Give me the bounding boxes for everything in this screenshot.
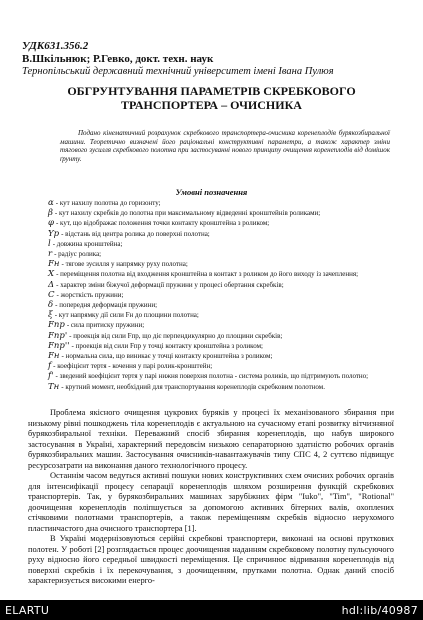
notation-description: - проекція від сили Fпр у точці контакту кронштейна з роликом; [71, 341, 263, 350]
notation-item [48, 361, 390, 371]
notation-description: - жорсткість пружини; [56, 290, 124, 299]
notation-description: - кут напрямку дії сили Fн до площини полотна; [54, 311, 199, 320]
notation-symbol: Fпр'' [48, 340, 70, 351]
notation-item [48, 259, 390, 269]
notation-item [48, 239, 390, 249]
notation-symbol: φ [48, 218, 54, 229]
notation-item [48, 208, 390, 218]
notation-symbol: α [48, 198, 54, 208]
notation-item [48, 341, 390, 351]
notation-symbol: β [48, 208, 53, 219]
notation-item [48, 310, 390, 320]
notation-symbol: r [48, 249, 53, 260]
abstract: Подано кінематичний розрахунок скребкового транспортера-очисника коренеплодів бурякозбиральної машини. Теоретично визначені його раціональні конструктивні параметри, а також характер зміни тягового зусилля скребкового полотна при застосуванні нового принципу очищення коренеплодів від домішок ґрунту. [60, 129, 390, 163]
notation-symbol: Fн [48, 259, 60, 270]
notation-description: - зведений коефіцієнт тертя у парі нижня поверхня полотна - система роликів, що підтримують полотно; [55, 372, 369, 381]
title-line-1: ОБГРУНТУВАННЯ ПАРАМЕТРІВ СКРЕБКОВОГО [67, 84, 356, 98]
notation-description: - попередня деформація пружини; [55, 301, 158, 310]
notation-symbol: Yp [48, 228, 60, 239]
notation-item [48, 351, 390, 361]
notation-description: - відстань від центра ролика до поверхні полотна; [61, 229, 210, 238]
notation-symbol: Fпр' [48, 330, 68, 341]
notation-item [48, 320, 390, 330]
notation-symbol: Tн [48, 381, 60, 392]
notation-symbol: ξ [48, 310, 53, 321]
notation-item [48, 300, 390, 310]
notation-symbol: Fн [48, 351, 60, 362]
notation-description: - крутний момент, необхідний для транспортування коренеплодів скребковим полотном. [61, 382, 325, 391]
notation-item [48, 280, 390, 290]
title-line-2: ТРАНСПОРТЕРА – ОЧИСНИКА [121, 98, 302, 112]
notation-description: - нормальна сила, що виникає у точці контакту кронштейна з роликом; [61, 352, 273, 361]
notation-item [48, 198, 390, 208]
notation-heading: Умовні позначення [175, 187, 248, 197]
body-paragraph-3: В Україні модернізовуються серійні скребкові транспортери, виконані на основі пруткових полотен. У роботі [2] розглядається процес доочищення наданням скребковому полотну пульсуючого руху відносно його середньої швидкості переміщення. Це спричинює відривання коренеплодів від поверхні скребків і їх перекочування, з доочищенням, прутками полотна. Однак даний спосіб характеризується високими енерго- [28, 534, 394, 585]
notation-description: - кут, що відображає положення точки контакту кронштейна з роликом; [55, 219, 270, 228]
notation-description: - сила притиску пружини; [66, 321, 145, 330]
handle-id: hdl:lib/40987 [341, 604, 418, 617]
notation-item [48, 229, 390, 239]
body-paragraph-1: Проблема якісного очищення цукрових буряків у процесі їх механізованого збирання при низькому рівні пошкоджень тіла коренеплодів є актуальною на сучасному етапі розвитку вітчизняної бурякозбиральної техніки. Переважний спосіб збирання коренеплодів, що набув широкого застосування в Україні, характерний передовсім низькою сепараторною здатністю робочих органів бурякозбиральних машин. Застосування очисників-навантажувачів типу СПС 4, 2 суттєво підвищує ресурсозатрати на виконання даного технологічного процесу. [28, 408, 394, 470]
notation-description: - характер зміни біжучої деформації пружини у процесі обертання скребків; [56, 280, 284, 289]
notation-item [48, 249, 390, 259]
notation-description: - переміщення полотна від входження кронштейна в контакт з роликом до його виходу із зачеплення; [56, 270, 359, 279]
notation-symbol: f [48, 361, 52, 372]
notation-symbol: Fпр [48, 320, 65, 331]
repository-name: ELARTU [5, 604, 50, 617]
notation-symbol: X [48, 269, 55, 280]
notation-item [48, 218, 390, 228]
notation-list [48, 198, 390, 392]
notation-symbol: l [48, 238, 51, 249]
notation-description: - радіус ролика; [54, 250, 102, 259]
notation-symbol: Δ [48, 279, 55, 290]
body-text [28, 408, 394, 587]
notation-item [48, 331, 390, 341]
notation-symbol: C [48, 289, 55, 300]
notation-item [48, 382, 390, 392]
body-paragraph-2: Останнім часом ведуться активні пошуки нових конструктивних схем очисних робочих органів для інтенсифікації процесу сепарації коренеплодів шляхом розширення функцій скребкових транспортерів. Так, у бурякозбиральних машинах зарубіжних фірм "Iuko", "Tim", "Rotional" доочищення коренеплодів поліпшується за допомогою активних бітерних валів, охоплених стічковими полотнами транспортерів, а також переміщенням скребків відносно нерухомого пластинчастого дна очисного транспортера [1]. [28, 471, 394, 533]
notation-symbol: f' [48, 371, 54, 382]
notation-description: - тягове зусилля у напрямку руху полотна; [61, 260, 188, 269]
notation-description: - кут нахилу скребків до полотна при максимальному відведенні кронштейнів роликами; [54, 209, 321, 218]
notation-description: - кут нахилу полотна до горизонту; [55, 199, 161, 207]
affiliation-line: Тернопільський державний технічний університет імені Івана Пулюя [22, 66, 334, 77]
authors-line: В.Шкільнюк; Р.Гевко, докт. техн. наук [22, 53, 214, 65]
notation-symbol: δ [48, 300, 54, 311]
notation-description: - довжина кронштейна; [52, 239, 123, 248]
notation-item [48, 290, 390, 300]
notation-item [48, 371, 390, 381]
notation-item [48, 269, 390, 279]
udc-code: УДК631.356.2 [22, 40, 89, 52]
paper-title [30, 84, 393, 112]
notation-description: - коефіцієнт тертя - кочення у парі ролик-кронштейн; [53, 362, 213, 371]
notation-description: - проекція від сили Fпр, що діє перпендикулярно до площини скребків; [69, 331, 283, 340]
